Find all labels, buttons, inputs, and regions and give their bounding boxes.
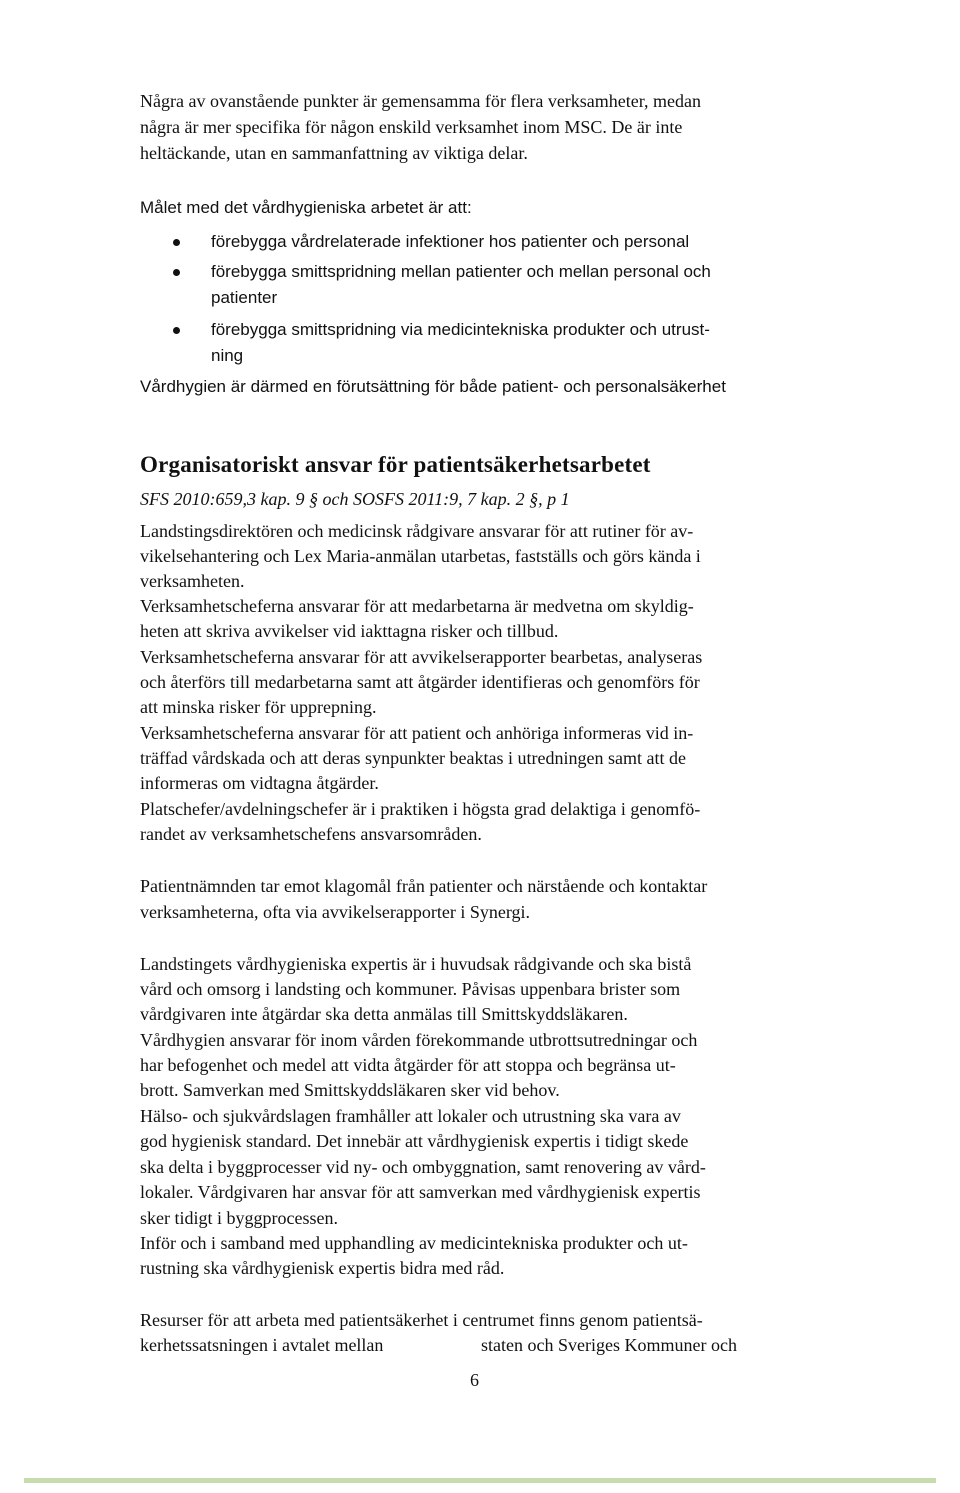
section-body-line: Verksamhetscheferna ansvarar för att patient och anhöriga informeras vid in-	[140, 723, 694, 743]
goal-bullet-text: förebygga vårdrelaterade infektioner hos patienter och personal	[211, 232, 690, 251]
resources-line: kerhetssatsningen i avtalet mellan	[140, 1335, 384, 1355]
hygiene-line: lokaler. Vårdgivaren har ansvar för att samverkan med vårdhygienisk expertis	[140, 1182, 701, 1202]
section-body-line: verksamheten.	[140, 571, 245, 591]
hygiene-line: sker tidigt i byggprocessen.	[140, 1208, 338, 1228]
hygiene-line: har befogenhet och medel att vidta åtgärder för att stoppa och begränsa ut-	[140, 1055, 676, 1075]
goal-bullet-text: ning	[211, 346, 244, 365]
bullet-icon	[173, 239, 180, 246]
footer-rule	[24, 1478, 936, 1483]
section-body-line: vikelsehantering och Lex Maria-anmälan utarbetas, fastställs och görs kända i	[140, 546, 701, 566]
section-body-line: informeras om vidtagna åtgärder.	[140, 773, 379, 793]
intro-line: några är mer specifika för någon enskild verksamhet inom MSC. De är inte	[140, 117, 683, 137]
intro-line: heltäckande, utan en sammanfattning av viktiga delar.	[140, 143, 528, 163]
section-body-line: träffad vårdskada och att deras synpunkter beaktas i utredningen samt att de	[140, 748, 686, 768]
bullet-icon	[173, 269, 180, 276]
goal-lead: Målet med det vårdhygieniska arbetet är att:	[140, 198, 472, 217]
section-body-line: att minska risker för upprepning.	[140, 697, 377, 717]
intro-line: Några av ovanstående punkter är gemensamma för flera verksamheter, medan	[140, 91, 702, 111]
hygiene-line: vård och omsorg i landsting och kommuner. Påvisas uppenbara brister som	[140, 979, 681, 999]
hygiene-line: Inför och i samband med upphandling av medicintekniska produkter och ut-	[140, 1233, 688, 1253]
section-body-line: Landstingsdirektören och medicinsk rådgivare ansvarar för att rutiner för av-	[140, 521, 694, 541]
goal-conclusion: Vårdhygien är därmed en förutsättning för både patient- och personalsäkerhet	[140, 377, 726, 396]
section-body-line: och återförs till medarbetarna samt att åtgärder identifieras och genomförs för	[140, 672, 700, 692]
resources-line: Resurser för att arbeta med patientsäkerhet i centrumet finns genom patientsä-	[140, 1310, 703, 1330]
hygiene-line: Vårdhygien ansvarar för inom vården förekommande utbrottsutredningar och	[140, 1030, 698, 1050]
hygiene-line: brott. Samverkan med Smittskyddsläkaren sker vid behov.	[140, 1080, 560, 1100]
section-body-line: Verksamhetscheferna ansvarar för att medarbetarna är medvetna om skyldig-	[140, 596, 694, 616]
hygiene-line: Landstingets vårdhygieniska expertis är i huvudsak rådgivande och ska bistå	[140, 954, 692, 974]
bullet-icon	[173, 327, 180, 334]
section-body-line: Platschefer/avdelningschefer är i praktiken i högsta grad delaktiga i genomfö-	[140, 799, 701, 819]
section-heading: Organisatoriskt ansvar för patientsäkerhetsarbetet	[140, 452, 651, 477]
resources-line-continued: staten och Sveriges Kommuner och	[481, 1335, 737, 1355]
goal-bullet-text: förebygga smittspridning mellan patienter och mellan personal och	[211, 262, 711, 281]
hygiene-line: Hälso- och sjukvårdslagen framhåller att lokaler och utrustning ska vara av	[140, 1106, 681, 1126]
hygiene-line: ska delta i byggprocesser vid ny- och ombyggnation, samt renovering av vård-	[140, 1157, 706, 1177]
hygiene-line: rustning ska vårdhygienisk expertis bidra med råd.	[140, 1258, 505, 1278]
page-number: 6	[470, 1370, 479, 1390]
patient-board-line: verksamheterna, ofta via avvikelserapporter i Synergi.	[140, 902, 531, 922]
section-body-line: randet av verksamhetschefens ansvarsområden.	[140, 824, 482, 844]
legal-reference: SFS 2010:659,3 kap. 9 § och SOSFS 2011:9, 7 kap. 2 §, p 1	[140, 489, 570, 509]
section-body-line: heten att skriva avvikelser vid iakttagna risker och tillbud.	[140, 621, 559, 641]
goal-bullet-text: förebygga smittspridning via medicintekniska produkter och utrust-	[211, 320, 710, 339]
patient-board-line: Patientnämnden tar emot klagomål från patienter och närstående och kontaktar	[140, 876, 708, 896]
goal-bullet-text: patienter	[211, 288, 278, 307]
hygiene-line: god hygienisk standard. Det innebär att vårdhygienisk expertis i tidigt skede	[140, 1131, 689, 1151]
hygiene-line: vårdgivaren inte åtgärdar ska detta anmälas till Smittskyddsläkaren.	[140, 1004, 628, 1024]
section-body-line: Verksamhetscheferna ansvarar för att avvikelserapporter bearbetas, analyseras	[140, 647, 703, 667]
